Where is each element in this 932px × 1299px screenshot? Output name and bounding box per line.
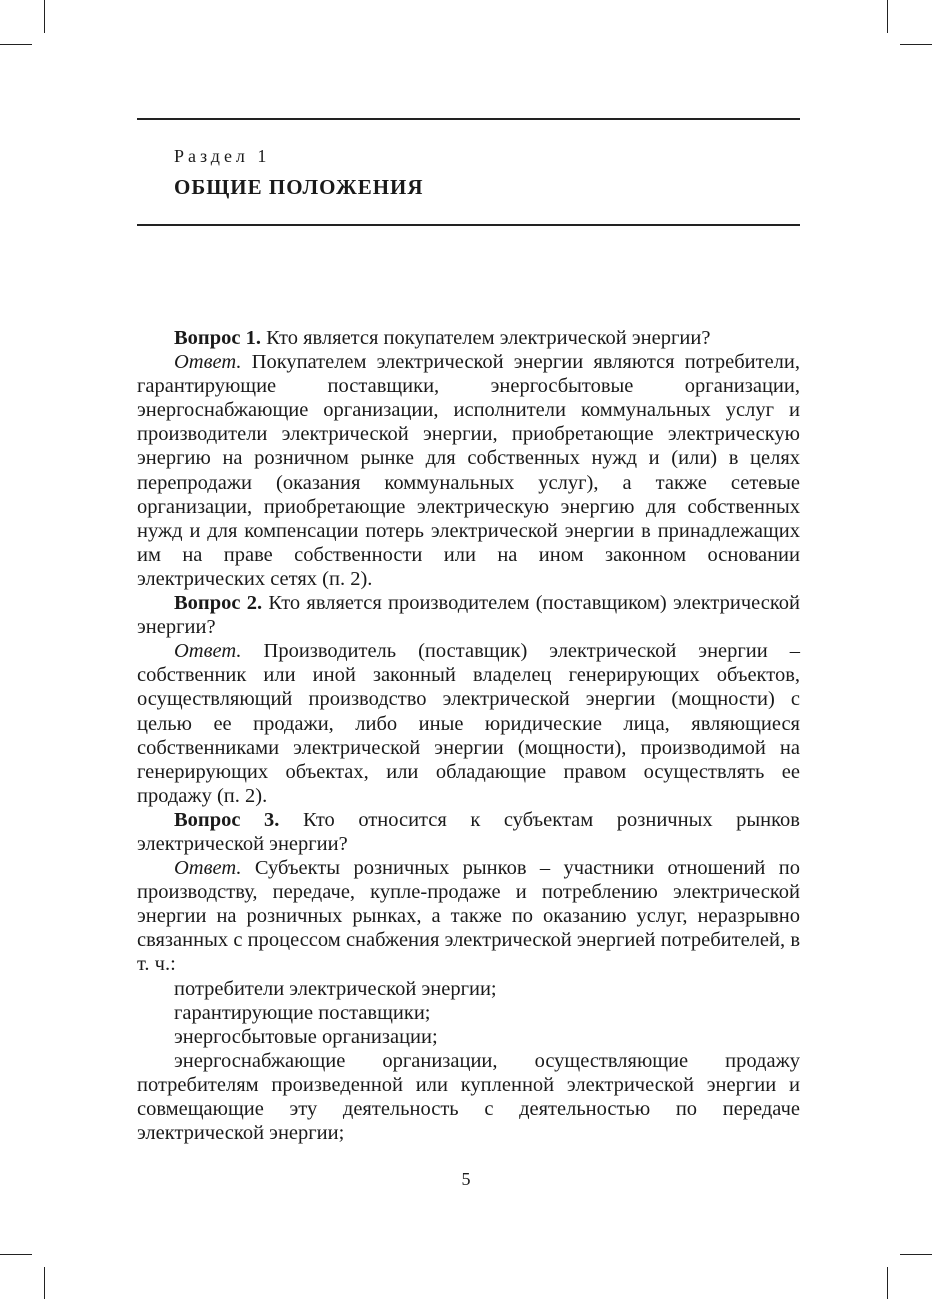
paragraph-text: Покупателем электрической энергии являются потребители, гарантирующие поставщики, энергосбытовые организации, энергоснабжающие организации, исполнители коммунальных услуг и производители электрической энергии, приобретающие электрическую энергию на розничном рынке для собственных нужд и (или) в целях перепродажи (оказания коммунальных услуг), а также сетевые организации, приобретающие электрическую энергию для собственных нужд и для компенсации потерь электрической энергии в принадлежащих им на праве собственности или на ином законном основании электрических сетях (п. 2). bbox=[137, 351, 800, 590]
page-number: 5 bbox=[461, 1169, 471, 1189]
list-item: гарантирующие поставщики; bbox=[174, 1001, 431, 1024]
paragraph-text: Производитель (поставщик) электрической энергии – собственник или иной законный владелец генерирующих объектов, осуществляющий производство электрической энергии (мощности) с целью ее продажи, либо иные юридические лица, являющиеся собственниками электрической энергии (мощности), производимой на генерирующих объектах, или обладающие правом осуществлять ее продажу (п. 2). bbox=[137, 640, 800, 807]
paragraph bbox=[137, 639, 800, 808]
question-label: Вопрос 2. bbox=[174, 592, 263, 615]
paragraph bbox=[137, 591, 800, 639]
crop-mark bbox=[0, 1254, 32, 1255]
list-item: потребители электрической энергии; bbox=[174, 977, 497, 1000]
question-label: Вопрос 1. bbox=[174, 327, 261, 349]
list-item: энергосбытовые организации; bbox=[174, 1025, 438, 1048]
crop-mark bbox=[44, 1267, 45, 1299]
crop-mark bbox=[900, 44, 932, 45]
header-top-rule bbox=[137, 118, 800, 120]
answer-label: Ответ. bbox=[174, 640, 242, 663]
paragraph-text: Субъекты розничных рынков – участники отношений по производству, передаче, купле-продаже и потреблению электрической энергии на розничных рынках, а также по оказанию услуг, неразрывно связанных с процессом снабжения электрической энергией потребителей, в т. ч.: bbox=[137, 857, 800, 976]
paragraph-text: Кто является производителем (поставщиком) электрической энергии? bbox=[137, 592, 800, 639]
paragraph bbox=[137, 808, 800, 856]
body-text bbox=[137, 326, 800, 1145]
crop-mark bbox=[887, 1267, 888, 1299]
section-title: ОБЩИЕ ПОЛОЖЕНИЯ bbox=[174, 175, 424, 199]
answer-label: Ответ. bbox=[174, 351, 242, 374]
paragraph bbox=[137, 350, 800, 591]
header-bottom-rule bbox=[137, 224, 800, 226]
crop-mark bbox=[887, 0, 888, 33]
paragraph bbox=[137, 856, 800, 976]
section-label: Раздел 1 bbox=[174, 146, 271, 166]
answer-label: Ответ. bbox=[174, 857, 242, 880]
crop-mark bbox=[44, 0, 45, 33]
crop-mark bbox=[900, 1254, 932, 1255]
crop-mark bbox=[0, 44, 32, 45]
paragraph-text: Кто является покупателем электрической энергии? bbox=[261, 327, 711, 349]
paragraph-text: Кто относится к субъектам розничных рынков электрической энергии? bbox=[137, 808, 800, 855]
paragraph bbox=[137, 326, 800, 350]
list-item: энергоснабжающие организации, осуществляющие продажу потребителям произведенной или купленной электрической энергии и совмещающие эту деятельность с деятельностью по передаче электрической энергии; bbox=[137, 1049, 800, 1145]
question-label: Вопрос 3. bbox=[174, 808, 280, 831]
